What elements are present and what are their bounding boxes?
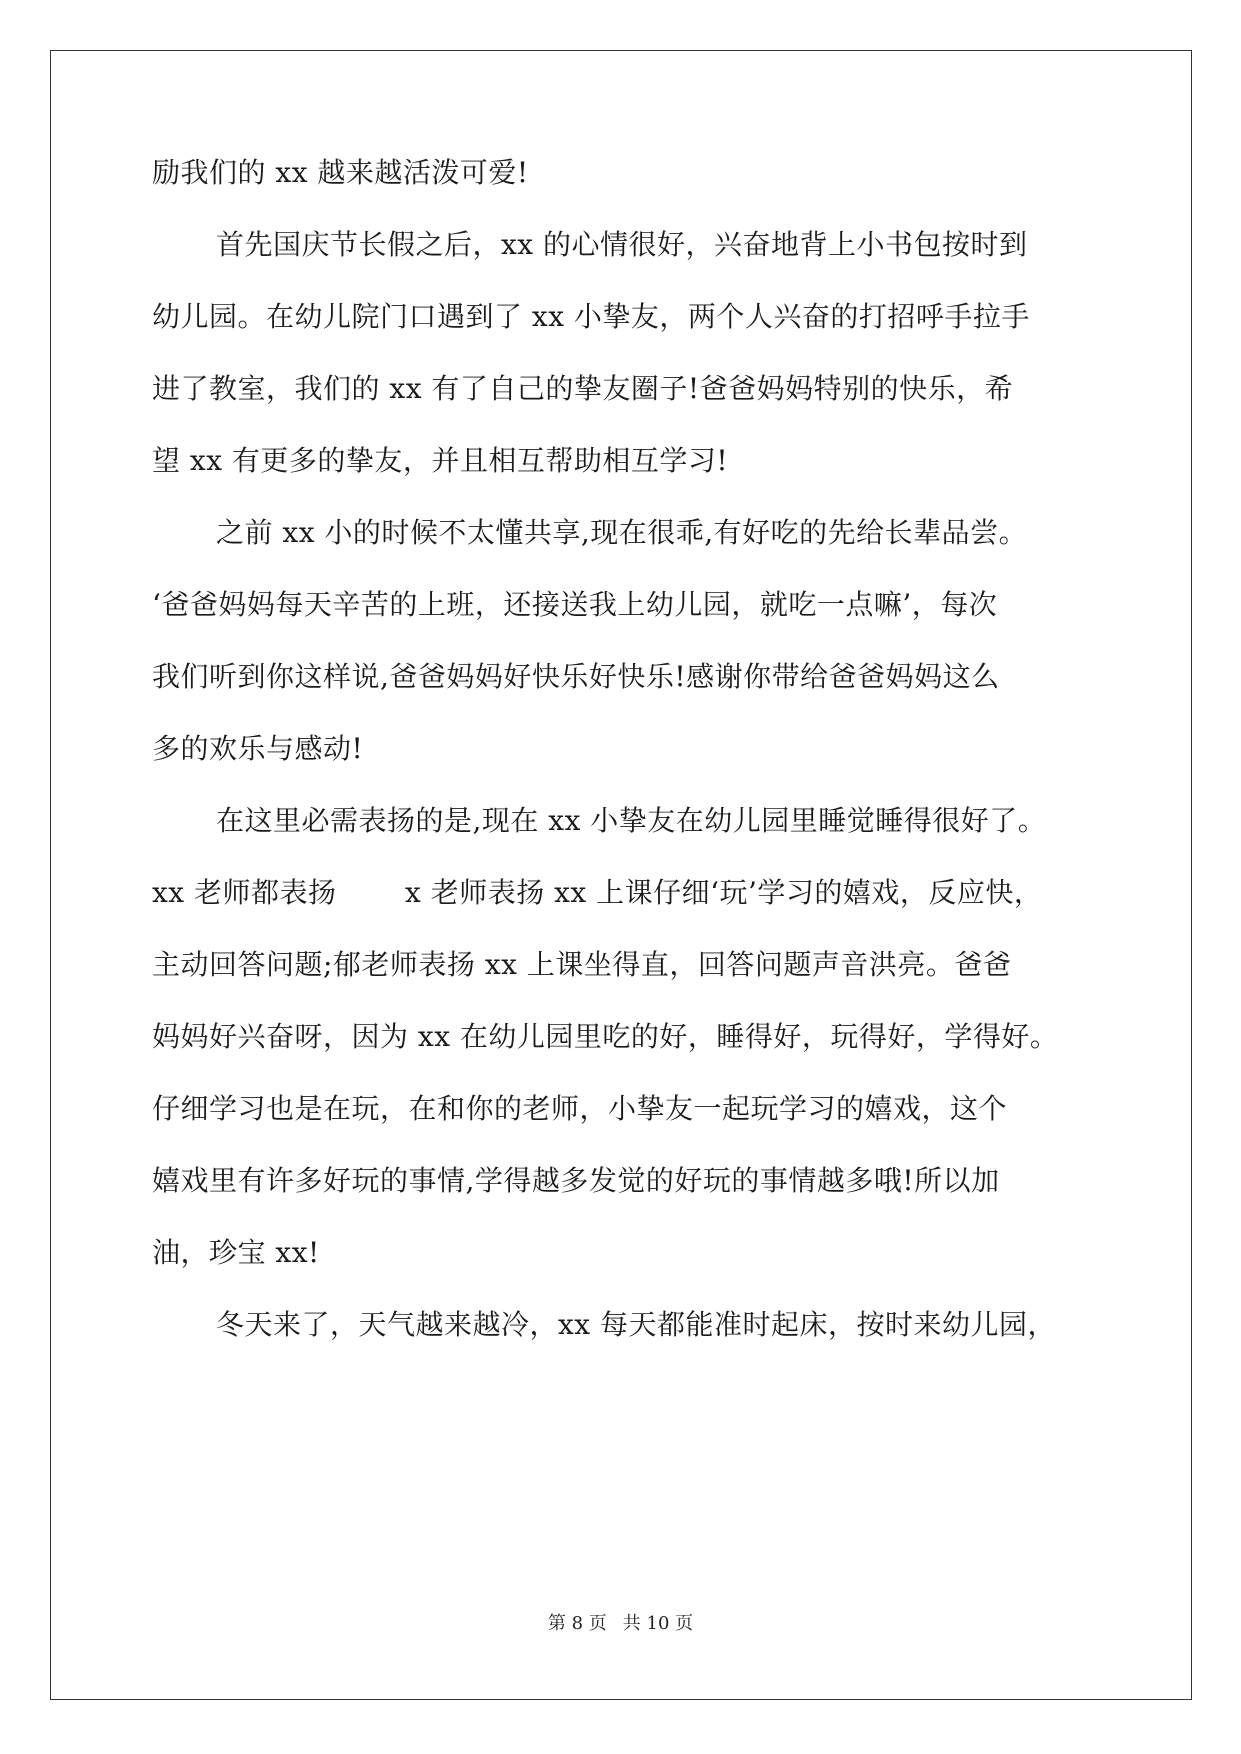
text-line: 嬉戏里有许多好玩的事情,学得越多发觉的好玩的事情越多哦!所以加 [152, 1164, 1000, 1197]
text-line: 仔细学习也是在玩，在和你的老师，小挚友一起玩学习的嬉戏，这个 [152, 1092, 1008, 1125]
text-line: 首先国庆节长假之后，xx 的心情很好，兴奋地背上小书包按时到 [216, 228, 1028, 261]
text-line: 幼儿园。在幼儿院门口遇到了 xx 小挚友，两个人兴奋的打招呼手拉手 [152, 300, 1030, 333]
page-footer [0, 1612, 1241, 1636]
text-line: 励我们的 xx 越来越活泼可爱! [152, 156, 529, 189]
text-line: 冬天来了，天气越来越冷，xx 每天都能准时起床，按时来幼儿园， [216, 1308, 1056, 1341]
text-line: 主动回答问题;郁老师表扬 xx 上课坐得直，回答问题声音洪亮。爸爸 [152, 948, 1012, 981]
page-number: 第 8 页 [547, 1613, 607, 1634]
text-line: 望 xx 有更多的挚友，并且相互帮助相互学习! [152, 444, 729, 477]
text-line: 在这里必需表扬的是,现在 xx 小挚友在幼儿园里睡觉睡得很好了。 [216, 804, 1047, 837]
text-line: xx 老师都表扬 [152, 876, 337, 909]
text-line: 妈妈好兴奋呀，因为 xx 在幼儿园里吃的好，睡得好，玩得好，学得好。 [152, 1020, 1059, 1053]
text-line: x 老师表扬 xx 上课仔细‘玩’学习的嬉戏，反应快， [405, 876, 1043, 909]
text-line: 油，珍宝 xx! [152, 1236, 320, 1269]
text-line: ‘爸爸妈妈每天辛苦的上班，还接送我上幼儿园，就吃一点嘛’，每次 [152, 588, 998, 621]
text-line: 之前 xx 小的时候不太懂共享,现在很乖,有好吃的先给长辈品尝。 [216, 516, 1028, 549]
text-line: 进了教室，我们的 xx 有了自己的挚友圈子!爸爸妈妈特别的快乐，希 [152, 372, 1014, 405]
text-line: 我们听到你这样说,爸爸妈妈好快乐好快乐!感谢你带给爸爸妈妈这么 [152, 660, 1000, 693]
page-total: 共 10 页 [622, 1613, 694, 1634]
text-line: 多的欢乐与感动! [152, 732, 364, 765]
